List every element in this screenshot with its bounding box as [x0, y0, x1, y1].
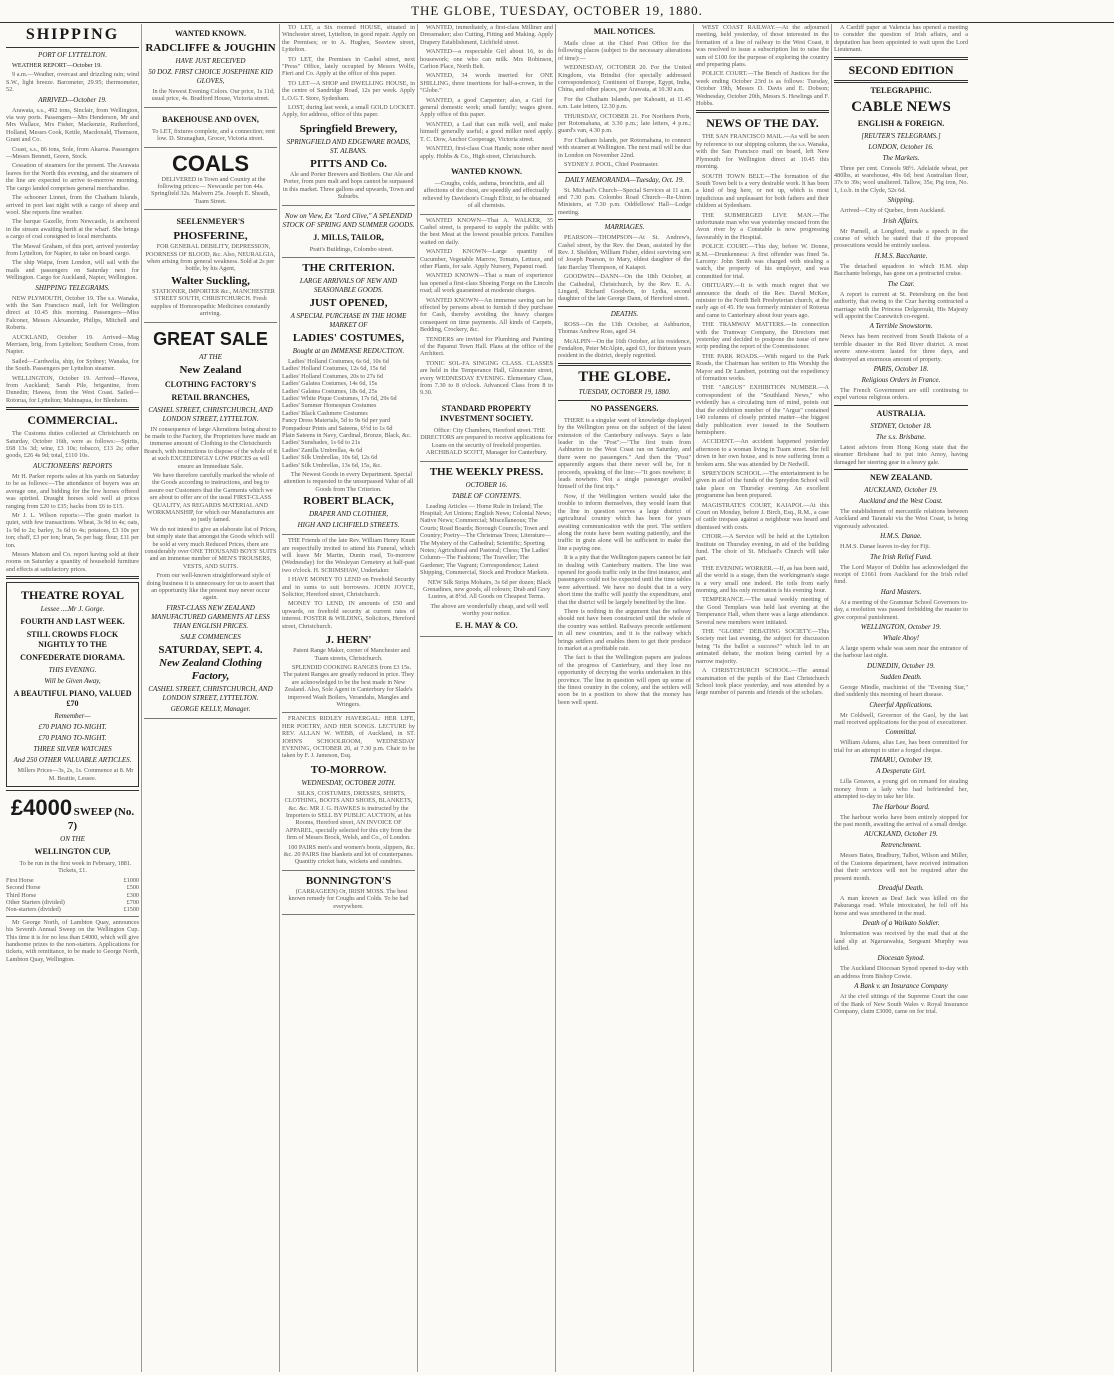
new-zealand: NEW ZEALAND.	[869, 472, 933, 482]
bank-insurance: A Bank v. an Insurance Company	[854, 982, 948, 991]
snowstorm: A Terrible Snowstorm.	[869, 322, 933, 331]
globe-heading: THE GLOBE.	[578, 368, 671, 385]
harbour-board: The Harbour Board.	[872, 802, 930, 811]
desperate-girl: A Desperate Girl.	[876, 767, 926, 776]
news-of-day: NEWS OF THE DAY.	[706, 116, 819, 131]
cheerful: Cheerful Applications.	[869, 700, 933, 709]
brisbane: The s.s. Brisbane.	[876, 432, 926, 441]
weather-report: WEATHER REPORT—October 19.	[12, 62, 102, 69]
auckland-west-coast: Auckland and the West Coast.	[859, 496, 943, 505]
wellington-cup: WELLINGTON CUP,	[34, 846, 111, 856]
fourth-week: FOURTH AND LAST WEEK.	[20, 617, 125, 627]
radcliffe-joughin: RADCLIFFE & JOUGHIN	[145, 42, 276, 54]
standard-society: STANDARD PROPERTY INVESTMENT SOCIETY.	[440, 403, 533, 423]
dreadful-death: Dreadful Death.	[878, 883, 924, 892]
markets-heading: The Markets.	[882, 153, 920, 162]
cable-news: CABLE NEWS	[851, 98, 951, 115]
irish-relief: The Irish Relief Fund.	[870, 552, 932, 561]
deaths-heading: DEATHS.	[610, 309, 639, 318]
coals-heading: COALS	[172, 150, 249, 176]
wanted-known-2: WANTED KNOWN.	[450, 166, 523, 176]
publisher: E. H. MAY & CO.	[455, 620, 518, 630]
mail-notices: MAIL NOTICES.	[593, 27, 656, 36]
timaru-date: TIMARU, October 19.	[869, 756, 933, 765]
factory-heading: CLOTHING FACTORY'S	[164, 379, 257, 389]
columns	[4, 24, 1110, 1372]
sudden-death: Sudden Death.	[880, 672, 922, 681]
hms-danae: H.M.S. Danae.	[880, 532, 922, 541]
port-heading: PORT OF LYTTELTON.	[38, 51, 107, 59]
reuters: [REUTER'S TELEGRAMS.]	[861, 131, 941, 140]
springfield-brewery: Springfield Brewery,	[299, 122, 398, 135]
newspaper-title: THE GLOBE, TUESDAY, OCTOBER 19, 1880.	[411, 3, 703, 18]
marriages-heading: MARRIAGES.	[604, 223, 645, 232]
column-7: A Cardiff paper at Valencia has opened a meeting to consider the question of Irish affairs, and a deputation has been appointed to wait upon the Lord Lieutenant. SECOND EDITION TELEGRAPHIC. CABLE NEWS ENGLISH & FOREIGN. [REUTER'S TELEGRAMS.] LONDON, October 16. The Markets. Three per cent. Consols 98½. Adelaide wheat, per 480lbs, at warehouse, 49s 6d; best Australian flour, 37s to 39s; wool unaltered. Tallow, 35s; Pig iron, No. 1, f.o.b. in the Clyde, 52s 6d. Shipping. Arrived—City of Quebec, from Auckland. Irish Affairs. Mr Parnell, at Longford, made a speech in the course of which he stated that if the proposed prosecutions would be entirely useless. H.M.S. Bacchante. The detached squadron to which H.M. ship Bacchante belongs, has gone on a protracted cruise. The Czar. A report is current at St. Petersburg on the best authority, that owing to the Czar having contracted a marriage with the Princess Dolgorouki, His Majesty will appoint the Czarewitch co-regent. A Terrible Snowstorm. News has been received from South Dakota of a terrible disaster in the Red River district. A most severe snow-storm lasted for three days, and destroyed an enormous amount of property. PARIS, October 18. Religious Orders in France. The French Government are still continuing to expel various religious orders. AUSTRALIA. SYDNEY, October 18. The s.s. Brisbane. Latest advices from Hong Kong state that the steamer Brisbane had to put into Amoy, having damaged her steering gear in a heavy gale. NEW ZEALAND. AUCKLAND, October 19. Auckland and the West Coast. The establishment of mercantile relations between Auckland and Taranaki via the West Coast, is being vigorously advocated. H.M.S. Danae. H.M.S. Danae leaves to-day for Fiji. The Irish Relief Fund. The Lord Mayor of Dublin has acknowledged the receipt of £1661 from Auckland for the Irish relief fund. Hard Masters. At a meeting of the Grammar School Governors to-day, a resolution was passed forbidding the master to give corporal punishment. WELLINGTON, October 19. Whale Ahoy! A large sperm whale was seen near the entrance of the harbour last night. DUNEDIN, October 19. Sudden Death. George Mindle, machinist of the "Evening Star," died suddenly this morning of heart disease. Cheerful Applications. Mr Coldwell, Governor of the Gaol, by the last mail received applications for the post of executioner. Committal. William Adams, alias Lee, has been committed for trial for an attempt to utter a forged cheque. TIMARU, October 19. A Desperate Girl. Lilla Greaves, a young girl on remand for stealing money from a lady who had befriended her, attempted to-day to take her life. The Harbour Board. The harbour works have been entirely stopped for the past month, awaiting the arrival of a small dredge. AUCKLAND, October 19. Retrenchment. Messrs Bates, Bradbury, Talbot, Wilson and Miller, of the Customs department, have received intimation that their services will not be required after the present month. Dreadful Death. A man known as Deaf Jack was killed on the Pakuranga road. While intoxicated, he fell off his horse and was smothered in the mud. Death of a Waikato Soldier. Information was received by the mail that at the land slip at Ngaruawahia, Sergeant Murphy was killed. Diocesan Synod. The Auckland Diocesan Synod opened to-day with an address from Bishop Cowie. A Bank v. an Insurance Company At the civil sittings of the Supreme Court the case of the Bank of New South Wales v. Royal Insurance Company, claim £3000, came on for trial.	[834, 24, 968, 1015]
weekly-press: THE WEEKLY PRESS.	[429, 465, 544, 478]
waikato-soldier: Death of a Waikato Soldier.	[862, 919, 940, 928]
ladies-costumes: LADIES' COSTUMES,	[292, 331, 405, 344]
australia: AUSTRALIA.	[876, 408, 926, 418]
column-2: WANTED KNOWN. RADCLIFFE & JOUGHIN HAVE JUST RECEIVED 50 DOZ. FIRST CHOICE JOSEPHINE KID GLOVES, In the Newest Evening Colors. Our price, 1s 11d; usual price, 4s. Bradford House, Victoria street. BAKEHOUSE AND OVEN, To LET, fixtures complete, and a connection; rent low. D. Stranaghan, Grocer, Victoria street. COALS DELIVERED in Town and Country at the following prices:— Newcastle per ton 44s. Springfield 32s. Malvern 25s. Joseph E. Sheath, Tuam Street. SEELENMEYER'S PHOSFERINE, FOR GENERAL DEBILITY, DEPRESSION, POORNESS OF BLOOD, &c. Also, NEURALGIA, when arising from general weakness. Sold at 2s per bottle, by his Agent, Walter Suckling, STATIONER, IMPORTER &c., MANCHESTER STREET SOUTH, CHRISTCHURCH. Fresh supplies of Homoeopathic Medicines constantly arriving. GREAT SALE AT THE New Zealand CLOTHING FACTORY'S RETAIL BRANCHES, CASHEL STREET, CHRISTCHURCH, AND LONDON STREET, LYTTELTON. IN consequence of large Alterations being about to be made to the Factory, the Proprietors have made an immense amount of Clothing to the Christchurch Branch, with instructions to dispose of the whole of it at such EXCEEDINGLY LOW PRICES as will ensure an Immediate Sale. We have therefore carefully marked the whole of the Goods according to instructions, and beg to assure our Customers that the Garments which we are about to offer are of the usual FIRST-CLASS QUALITY, AS REGARDS MATERIAL AND WORKMANSHIP, for which our Manufactures are so justly famed. We do not intend to give an elaborate list of Prices, but simply state that amongst the Goods which will be sold at very much Reduced Prices, there are considerably over ONE THOUSAND BOYS' SUITS and an immense number of MEN'S TROUSERS, VESTS, AND SUITS. From our well-known straightforward style of doing business it is unnecessary for us to assert that an opportunity like the present may never occur again. FIRST-CLASS NEW ZEALAND MANUFACTURED GARMENTS AT LESS THAN ENGLISH PRICES. SALE COMMENCES SATURDAY, SEPT. 4. New Zealand Clothing Factory, CASHEL STREET, CHRISTCHURCH, AND LONDON STREET, LYTTELTON. GEORGE KELLY, Manager.	[142, 24, 280, 1372]
bonnington: BONNINGTON'S	[305, 874, 392, 887]
weekly-date: OCTOBER 16.	[465, 480, 508, 489]
sweep-amount: £4000	[10, 794, 73, 820]
column-5: MAIL NOTICES. Mails close at the Chief Post Office for the following places (subject to the necessary alterations of time):— WEDNESDAY, OCTOBER 20. For the United Kingdom, via Brindisi (for specially addressed correspondence); Continent of Europe, Egypt, India, China, and other places, per Arawata, at 10.30 a.m. For the Chatham Islands, per Kahoaiti, at 11.45 a.m. Late letters, 12.30 p.m. THURSDAY, OCTOBER 21. For Northern Ports, per Rotomahana, at 3.30 p.m.; late letters, 4 p.m.; guard's van, 4.30 p.m. For Chatham Islands, per Rotomahana, to connect with steamer at Wellington. The next mail will be due in London on November 22nd. SYDNEY J. POOL, Chief Postmaster. DAILY MEMORANDA—Tuesday, Oct. 19. St. Michael's Church—Special Services at 11 a.m. and 7.30 p.m. Colombo Road Church—Re-Union Ministers, at 7.30 p.m. Oddfellows' Hall—Lodge meeting. MARRIAGES. PEARSON—THOMPSON—At St. Andrew's, Cashel street, by the Rev. the Dean, assisted by the Rev. J. Sheldon, William Fisher, eldest surviving son of Joseph Pearson, to Mary, eldest daughter of the late Barclay Thompson, of Kaiapoi. GOODWIN—DANN—On the 18th October, at the Cathedral, Christchurch, by the Rev. E. A. Lingard, Richard Goodwin, to Lydia, second daughter of the late George Dann, of Hereford street. DEATHS. ROSS—On the 13th October, at Ashburton, Thomas Andrew Ross, aged 34. McALPIN—On the 16th October, at his residence, Fendalton, Peter McAlpin, aged 63, for thirteen years resident in the district, deeply regretted. THE GLOBE. TUESDAY, OCTOBER 19, 1880. NO PASSENGERS. THERE is a singular want of knowledge displayed by the Wellington press on the subject of the latest extension of the Canterbury railways. Says a late leader in the "Post":—"The first train from Ashburton to the West Coast ran on Saturday, and there were no passengers." And then the "Post" apparently argues that there never will be, for it proceeds, speaking of the line:—"It goes nowhere; it leads nowhere. Not a single passenger availed himself of the first trip." Now, if the Wellington writers would take the trouble to inform themselves, they would learn that the line in question serves a large district of agricultural country which has been for years awaiting communication with the port. The settlers along the route have been waiting patiently, and the traffic in grain alone will be sufficient to make the line a paying one. It is a pity that the Wellington papers cannot be fair in dealing with Canterbury matters. The line was opened for goods traffic only in the first instance, and passengers could not be expected until the time tables were advertised. We have no doubt that in a very short time the traffic will justify the expenditure, and that the district will be largely benefited by the line. There is nothing in the argument that the railway should not have been constructed until the whole of the country was settled. Railways precede settlement in all new countries, and it is the railway which brings settlers and enables them to get their produce to market at a profitable rate. The fact is that the Wellington papers are jealous of the progress of Canterbury, and they lose no opportunity of decrying the works undertaken in this province. The line in question will open up some of the finest country in the colony, and the settlers will soon be in a position to show that the money has been well spent.	[556, 24, 694, 1372]
irish-affairs: Irish Affairs.	[883, 216, 919, 225]
nz-clothing-factory: New Zealand Clothing Factory,	[159, 656, 262, 682]
hard-masters: Hard Masters.	[880, 587, 922, 596]
telegrams-heading: SHIPPING TELEGRAMS.	[35, 283, 110, 292]
second-edition: SECOND EDITION	[848, 62, 954, 77]
masthead	[0, 0, 1114, 23]
retail-heading: RETAIL BRANCHES,	[171, 392, 250, 402]
theatre-heading: THEATRE ROYAL	[20, 588, 125, 603]
sale-date: SATURDAY, SEPT. 4.	[158, 643, 263, 656]
london-date: LONDON, October 16.	[868, 142, 934, 151]
religious-orders: Religious Orders in France.	[861, 375, 941, 384]
diorama-title: CONFEDERATE DIORAMA.	[20, 653, 125, 663]
draper-clothier: DRAPER AND CLOTHIER,	[308, 510, 388, 519]
walter-suckling: Walter Suckling,	[171, 274, 250, 287]
crowds-text: STILL CROWDS FLOCK NIGHTLY TO THE	[26, 630, 119, 650]
sydney-date: SYDNEY, October 18.	[870, 421, 932, 430]
auctioneers-heading: AUCTIONEERS' REPORTS	[32, 461, 113, 470]
wanted-known: WANTED KNOWN.	[174, 29, 247, 38]
just-opened: JUST OPENED,	[309, 296, 388, 309]
diocesan-synod: Diocesan Synod.	[877, 954, 925, 963]
seelenmeyer: SEELENMEYER'S	[176, 217, 245, 227]
dunedin-date: DUNEDIN, October 19.	[866, 661, 936, 670]
great-sale: GREAT SALE	[153, 328, 268, 349]
column-4: WANTED, immediately, a first-class Milliner and Dressmaker; also Cutting, Fitting and Making. Apply Drapery Establishment, Lichfield street. WANTED—a respectable Girl about 16, to do housework; one who can milk. Mrs Robinson, Carlton Place, North Belt. WANTED, 34 words inserted for ONE SHILLING, three insertions for half-a-crown, in the "Globe." WANTED, a good Carpenter; also, a Girl for general domestic work; small family; wages given. Apply office of this paper. WANTED, a Lad that can milk well, and make himself generally useful; a good milker need apply. T. C. Dow, Anchor Cooperage, Victoria street. WANTED, first-class Coat Hands; none other need apply. Hobbs & Co., High street, Christchurch. WANTED KNOWN. —Coughs, colds, asthma, bronchitis, and all affections of the chest, are speedily and effectually relieved by Davidson's Cough Elixir, to be obtained of all chemists. WANTED KNOWN—That A. WALKER, 35 Cashel street, is prepared to supply the public with the best Meat at the lowest possible prices. Families waited on daily. WANTED KNOWN—Large quantity of Cucumber, Vegetable Marrow, Tomato, Lettuce, and other Plants, for sale. Apply Nursery, Papanui road. WANTED KNOWN—That a man of experience has opened a first-class Shoeing Forge on the Lincoln road; all work guaranteed at moderate charges. WANTED KNOWN—An immense saving can be effected by persons about to furnish if they purchase for Cash, thereby avoiding the heavy charges consequent on time payments. All kinds of Carpets, Bedding, Crockery, &c. TENDERS are invited for Plumbing and Painting of the Papanui Town Hall. Plans at the office of the Architect. TONIC SOL-FA SINGING CLASS. CLASSES are held in the Temperance Hall, Gloucester street, every WEDNESDAY EVENING. Elementary Class, from 7.30 to 8 o'clock. Advanced Class from 8 to 9.30. STANDARD PROPERTY INVESTMENT SOCIETY. Office: City Chambers, Hereford street. THE DIRECTORS are prepared to receive applications for Loans on the security of freehold properties. ARCHIBALD SCOTT, Manager for Canterbury. THE WEEKLY PRESS. OCTOBER 16. TABLE OF CONTENTS. Leading Articles — Home Rule in Ireland; The Hospital; Art Unions; English News; Colonial News; Native News; Commercial; Miscellaneous; The Courts; Road Boards; Borough Councils; Town and Country; Poetry—The Christmas Trees; Literature—The Mystery of the Cathedral; Scientific; Sporting Notes; Agricultural and Pastoral; Chess; The Ladies' Column—The Fashions; The Traveller; The Gardener; The Vagrant; Correspondence; Latest Shipping, Commercial, Stock and Produce Markets. NEW Silk Strips Mohairs, 3s 6d per dozen; Black Grenadines, new goods, all colours; Drab and Grey Lustres, at 8½d. All Goods on Cheapest Terms. The above are wonderfully cheap, and will well worthy your notice. E. H. MAY & CO.	[418, 24, 556, 1372]
committal: Committal.	[885, 728, 917, 737]
globe-date: TUESDAY, OCTOBER 19, 1880.	[578, 387, 671, 396]
whale-ahoy: Whale Ahoy!	[882, 634, 920, 643]
auckland-date-2: AUCKLAND, October 19.	[864, 830, 938, 839]
tomorrow: TO-MORROW.	[310, 763, 387, 776]
bakehouse: BAKEHOUSE AND OVEN,	[162, 114, 259, 124]
column-6: WEST COAST RAILWAY.—At the adjourned meeting, held yesterday, of those interested in the formation of a line of railway to the West Coast, it was resolved to issue a subscription list to raise the sum of £100 for the purpose of exploring the country and preparing plans. POLICE COURT.—The Bench of Justices for the week ending October 23rd is as follows: Tuesday, October 19th, Messrs D. Davis and E. Dobson; Wednesday, October 20th, Messrs S. Hewlings and F. Hobbs. NEWS OF THE DAY. THE SAN FRANCISCO MAIL.—As will be seen by reference to our shipping column, the s.s. Wanaka, with the San Francisco mail on board, left New Plymouth for Wellington direct at 10.45 this morning. SOUTH TOWN BELT.—The formation of the South Town belt is a very desirable work. It has been a kind of bog here, or not up, which is most injudicious and unpleasant for both fathers and their children at Sydenham. THE SUBMERGED LIVE MAN.—The unfortunate man who was yesterday rescued from the Avon river by a Constable is now progressing favourably in the Hospital. POLICE COURT.—This day, before W. Donne, R.M.—Drunkenness: A first offender was fined 5s. Larceny: John Smith was charged with stealing a watch, the property of his employer, and was committed for trial. OBITUARY.—It is with much regret that we announce the death of the Rev. David McKee, minister to the North Belt Presbyterian church, at the early age of 45. He was formerly minister of Rotorua and came to Canterbury about four years ago. THE TRAMWAY MATTERS.—In connection with the Tramway Company, the Directors met yesterday and decided to postpone the issue of new scrip pending the report of the Commissioner. THE PARK ROADS.—With regard to the Park Roads, the Chairman has written to His Worship the Mayor and Dr Lambert, pointing out the expediency of formation works. THE "ARGUS" EXHIBITION NUMBER.—A correspondent of the "Southland News," who evidently has a circulating turn of mind, points out that the exhibition number of the "Argus" contained 140 columns of closely printed matter—the biggest daily publication ever issued in the Southern hemisphere. ACCIDENT.—An accident happened yesterday afternoon to a woman living in Tuam street. She fell down in her own house, and is now suffering from a broken arm. She was attended by Dr Nedwill. SPREYDON SCHOOL.—The entertainment to be given in aid of the funds of the Spreydon School will take place on Thursday evening. An excellent programme has been prepared. MAGISTRATE'S COURT, KAIAPOI.—At this Court on Monday, before J. Birch, Esq., R.M., a case of cattle trespass against a neighbour was heard and dismissed with costs. CHOIR.—A Service will be held at the Lyttelton Institute on Thursday evening, in aid of the building fund. The choir of St. Michael's Church will take part. THE EVENING WORKER.—If, as has been said, all the world is a stage, then the workingman's stage is a very small one indeed. He toils from early morning, and his only recreation is his evening hour. TEMPERANCE.—The usual weekly meeting of the Good Templars was held last evening at the Temperance Hall, when there was a large attendance. Several new members were initiated. THE "GLOBE" DEBATING SOCIETY.—This Society met last evening, the subject for discussion being "Is the ballot a success?" which led to an animated debate, the motion being carried by a narrow majority. A CHRISTCHURCH SCHOOL.—The annual examination of the pupils of the East Christchurch School took place yesterday, and was attended by a large number of parents and friends of the scholars.	[694, 24, 832, 1372]
table-of-contents: TABLE OF CONTENTS.	[451, 491, 522, 500]
bacchante: H.M.S. Bacchante.	[874, 251, 928, 260]
pitts-co: PITTS AND Co.	[310, 157, 387, 170]
hern: J. HERN'	[325, 634, 372, 647]
telegraphic: TELEGRAPHIC.	[870, 85, 932, 95]
wellington-date: WELLINGTON, October 19.	[860, 623, 942, 632]
robert-black: ROBERT BLACK,	[303, 495, 394, 508]
criterion: THE CRITERION.	[302, 261, 395, 274]
arrived-heading: ARRIVED—October 19.	[38, 95, 107, 104]
column-1: SHIPPING PORT OF LYTTELTON. WEATHER REPORT—October 19. 9 a.m.—Weather, overcast and drizzling rain; wind S.W., light breeze. Barometer, 29.95; thermometer, 52. ARRIVED—October 19. Arawata, s.s., 492 tons, Sinclair, from Wellington, via way ports. Passengers—Mrs Henderson, Mr and Mrs Wallace, Mrs Fisher, Mackenzie, Rutherford, Holland, Messrs Cook, Kettle, Macdonald, Thomson, Grant and Co. Coast, s.s., 86 tons, Sole, from Akaroa. Passengers—Messrs Bennett, Green, Stock. Cessation of steamers for the present. The Arawata leaves for the North this evening, and the steamers of the line are expected to arrive to-morrow morning. The cargo landed comprises general merchandise. The schooner Linnet, from the Chatham Islands, arrived in port last night with a cargo of sheep and wool. She reports fine weather. The barque Gazelle, from Newcastle, is anchored in the stream awaiting berth at the wharf. She brings a cargo of coal consigned to local merchants. The Mawaf Graham, of this port, arrived yesterday from Lyttelton, for Napier, to take on board cargo. The ship Waipa, from London, will sail with the mails and passengers on Saturday next for Wellington. Cargo for Auckland, Napier, Wellington. SHIPPING TELEGRAMS. NEW PLYMOUTH, October 19. The s.s. Wanaka, with the San Francisco mail, left for Wellington direct at 10.45 this morning. Passengers—Miss Falconer, Messrs Alexander, Philips, Mitchell and Roberts. AUCKLAND, October 19. Arrived—Mag Merriam, brig, from Lyttelton; Southern Cross, from Napier. Sailed—Cardwelia, ship, for Sydney; Wanaka, for the South. Passengers per Lyttelton steamer. WELLINGTON, October 19. Arrived—Hawea, from Auckland; Sarah Pile, brigantine, from Dunedin; Hawea, from the West Coast. Sailed—Rotorua, for Lyttelton; Mahinapua, for Blenheim. COMMERCIAL. The Customs duties collected at Christchurch on Saturday, October 16th, were as follows:—Spirits, £68 13s 3d; wine, £3 10s; tobacco, £13 2s; other goods, £26 4s 9d; total, £110 10s. AUCTIONEERS' REPORTS Mr H. Parker reports sales at his yards on Saturday to be as follows:—The attendance of buyers was an average one, and bidding for the few horses offered was spirited. Draught horses sold well at prices ranging from £20 to £35; hacks from £6 to £15. Mr J. L. Wilson reports:—The grain market is quiet, with few transactions. Wheat, 3s 9d to 4s; oats, 1s 9d to 2s; barley, 3s 6d to 4s; potatoes, £3 10s per ton; chaff, £3 per ton; bran, 5s per bag; flour, £11 per ton. Messrs Matson and Co. report having sold at their rooms on Saturday a quantity of household furniture and effects at satisfactory prices. THEATRE ROYAL Lessee ....Mr J. Gorge. FOURTH AND LAST WEEK. STILL CROWDS FLOCK NIGHTLY TO THE CONFEDERATE DIORAMA. THIS EVENING. Will be Given Away, A BEAUTIFUL PIANO, VALUED £70 Remember— £70 PIANO TO-NIGHT. £70 PIANO TO-NIGHT. THREE SILVER WATCHES And 250 OTHER VALUABLE ARTICLES. Millers Prices—3s, 2s, 1s. Commence at 8. Mr M. Beattie, Lessee. £4000 SWEEP (No. 7) ON THE WELLINGTON CUP, To be run in the first week in February, 1881. Tickets, £1. First Horse £1000 Second Horse £500 Third Horse £300 Other Starters (divided) £700 Non-starters (divided) £1500 Mr George North, of Lambton Quay, announces his Seventh Annual Sweep on the Wellington Cup. This time it is for no less than £4000, which will give handsome prizes to the non-starters. Applications for tickets, with remittance, to be made to George North, Lambton Quay, Wellington.	[4, 24, 142, 1372]
piano-prize: A BEAUTIFUL PIANO, VALUED £70	[13, 689, 132, 709]
phosferine: PHOSFERINE,	[173, 230, 248, 243]
auckland-date: AUCKLAND, October 19.	[864, 485, 938, 494]
shipping-heading: SHIPPING	[25, 26, 120, 43]
nz-heading: New Zealand	[179, 363, 242, 376]
sweep-label: SWEEP (No. 7)	[67, 805, 135, 832]
manager: GEORGE KELLY, Manager.	[170, 704, 251, 713]
shipping-heading-2: Shipping.	[887, 196, 915, 205]
paris-date: PARIS, October 18.	[873, 364, 929, 373]
english-foreign: ENGLISH & FOREIGN.	[857, 118, 945, 128]
czar: The Czar.	[887, 279, 915, 288]
no-passengers-heading: NO PASSENGERS.	[590, 403, 659, 413]
daily-memoranda: DAILY MEMORANDA—Tuesday, Oct. 19.	[564, 175, 685, 184]
commercial-heading: COMMERCIAL.	[27, 413, 118, 428]
retrenchment: Retrenchment.	[880, 841, 922, 850]
column-3: TO LET, a Six roomed HOUSE, situated in Winchester street, Lyttelton, in good repair. Apply on the Premises; or to A. Hughes, Seaview street, Lyttelton. TO LET, the Premises in Cashel street, next "Press" Office, lately occupied by Messrs Wolfe, Fieri and Co. Apply at the office of this paper. TO LET—A SHOP and DWELLING HOUSE, in the centre of Sandridge Road, 12s per week. Apply L.O.G.T. Store, Sydenham. LOST, during last week, a small GOLD LOCKET. Apply, for address, office of this paper. Springfield Brewery, SPRINGFIELD AND EDGEWARE ROADS, ST. ALBANS. PITTS AND Co. Ale and Porter Brewers and Bottlers. Our Ale and Porter, from pure malt and hops cannot be surpassed in this market. Three gallons and upwards, Town and Suburbs. Now on View, Ex "Lord Clive," A SPLENDID STOCK OF SPRING AND SUMMER GOODS. J. MILLS, TAILOR, Pratt's Buildings, Colombo street. THE CRITERION. LARGE ARRIVALS OF NEW AND SEASONABLE GOODS. JUST OPENED, A SPECIAL PURCHASE IN THE HOME MARKET OF LADIES' COSTUMES, Bought at an IMMENSE REDUCTION. Ladies' Holland Costumes, 6s 6d, 10s 6d Ladies' Holland Costumes, 12s 6d, 15s 6d Ladies' Holland Costumes, 20s to 27s 6d Ladies' Galatea Costumes, 14s 6d, 15s Ladies' Galatea Costumes, 18s 6d, 25s Ladies' White Pique Costumes, 17s 6d, 29s 6d Ladies' Summer Homespun Costumes Ladies' Black Cashmere Costumes Fancy Dress Materials, 5d to 9s 6d per yard Pompadour Prints and Sateens, 6½d to 1s 6d Plain Sateens in Navy, Cardinal, Bronze, Black, &c. Ladies' Sunshades, 1s 6d to 21s Ladies' Zanilla Umbrellas, 4s 6d Ladies' Silk Umbrellas, 10s 6d, 12s 6d Ladies' Silk Umbrellas, 13s 6d, 15s, &c. The Newest Goods in every Department. Special attention is requested to the unsurpassed Value of all Goods from The Criterion. ROBERT BLACK, DRAPER AND CLOTHIER, HIGH AND LICHFIELD STREETS. THE Friends of the late Rev. William Henry Knutt are respectfully invited to attend his Funeral, which will leave Mr Martin, Dunin road, To-morrow (Wednesday) for the Wesleyan Cemetery at half-past two o'clock. H. SCRIMSHAW, Undertaker. I HAVE MONEY TO LEND on Freehold Security and in sums to suit borrowers. JOHN JOYCE, Solicitor, Hereford street, Christchurch. MONEY TO LEND, IN amounts of £50 and upwards, on freehold security at current rates of interest. FOSTER & WILDING, Solicitors, Hereford street, Christchurch. J. HERN' Patent Range Maker, corner of Manchester and Tuam streets, Christchurch. SPLENDID COOKING RANGES from £3 15s. The patent Ranges are greatly reduced in price. They are acknowledged to be the best made in New Zealand. Also, Sole Agent in Canterbury for Slade's improved Wash Boilers, Verandahs, Mangles and Wringers. FRANCES RIDLEY HAVERGAL: HER LIFE, HER POETRY, AND HER SONGS. LECTURE by REV. ALLAN W. WEBB, of Auckland, in ST. JOHN'S SCHOOLROOM, WEDNESDAY EVENING, OCTOBER 20, at 7.30 p.m. Chair to be taken by F. J. Jameson, Esq. TO-MORROW. WEDNESDAY, OCTOBER 20TH. SILKS, COSTUMES, DRESSES, SHIRTS, CLOTHING, BOOTS AND SHOES, BLANKETS, &c. &c. MR J. G. HAWKES is instructed by the Importers to SELL BY PUBLIC AUCTION, at his Rooms, Hereford street, AN INVOICE OF APPAREL, specially selected for this city from the firm of Messrs Brock, Welsh, and Co., of London. 100 PAIRS men's and women's boots, slippers, &c. &c. 20 PAIRS fine blankets and lot of counterpanes. Quantity cricket bats, wickets and sundries. BONNINGTON'S (CARRAGEEN) Or, IRISH MOSS. The best known remedy for Coughs and Colds. To be had everywhere.	[280, 24, 418, 1372]
